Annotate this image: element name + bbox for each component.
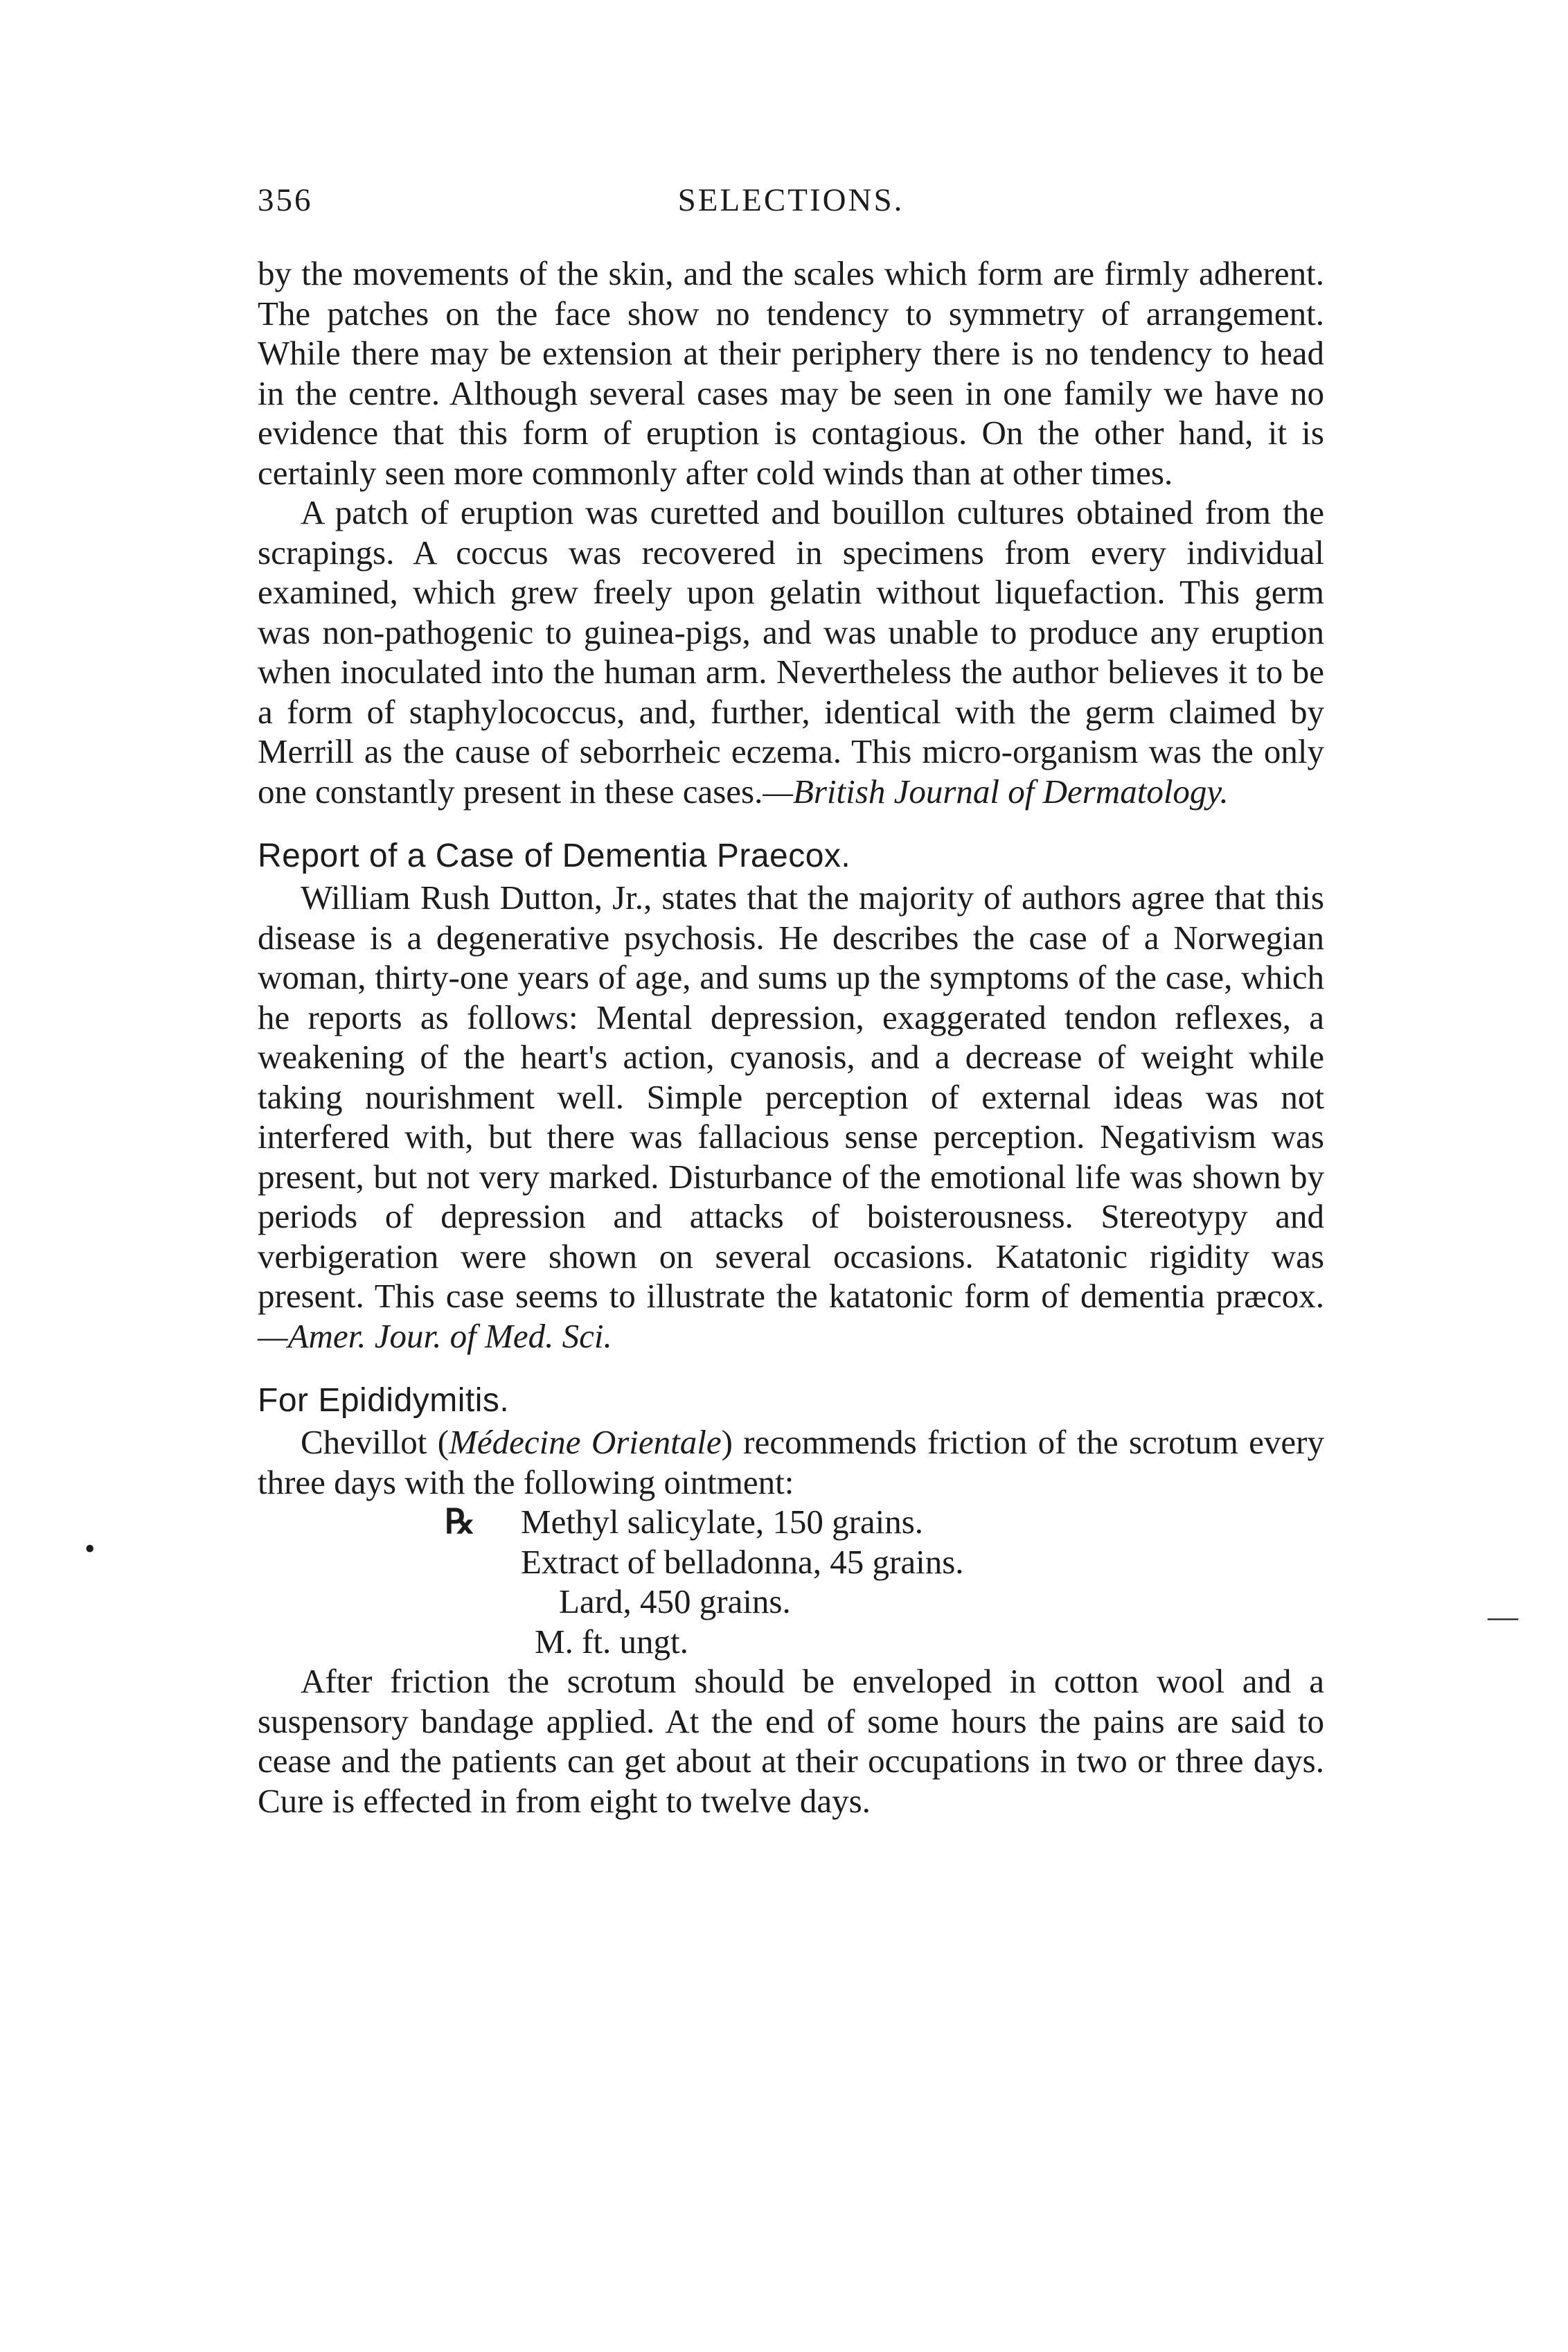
cultures-paragraph (258, 493, 1324, 811)
running-header (258, 182, 1324, 223)
page-body (258, 254, 1324, 1821)
closing-paragraph: After friction the scrotum should be enveloped in cotton wool and a suspensory bandage applied. At the end of some hours the pains are said to cease and the patients can get about at their occupations in two or three days. Cure is effected in from eight to twelve days. (258, 1662, 1324, 1820)
ingredient-methyl-salicylate: Methyl salicylate, 150 grains. (521, 1503, 924, 1541)
ingredient-belladonna: Extract of belladonna, 45 grains. (521, 1542, 964, 1581)
section-heading-dementia: Report of a Case of Dementia Praecox. (258, 838, 851, 874)
prescription-direction: M. ft. ungt. (535, 1622, 688, 1661)
source-citation: —Amer. Jour. of Med. Sci. (258, 1316, 612, 1355)
dementia-paragraph (258, 878, 1324, 1356)
source-citation: —British Journal of Dermatology. (763, 772, 1229, 811)
intro-text-continued: ) recommends friction of the scrotum every three days with the following ointment: (258, 1423, 1324, 1501)
epididymitis-intro (258, 1422, 1324, 1502)
ingredient-lard: Lard, 450 grains. (559, 1582, 791, 1620)
running-title: SELECTIONS. (677, 182, 905, 218)
dementia-paragraph-text: William Rush Dutton, Jr., states that the majority of authors agree that this disease is a degenerative psychosis. He describes the case of a Norwegian woman, thirty-one years of age, and sums up the symptoms of the case, which he reports as follows: Mental depression, exaggerated tendon reflexes, a weakening of the heart's action, cyanosis, and a decrease of weight while taking nourishment well. Simple perception of external ideas was not interfered with, but there was fallacious sense perception. Negativism was present, but not very marked. Disturbance of the emotional life was shown by periods of depression and attacks of boisterousness. Stereotypy and verbigeration were shown on several occasions. Katatonic rigidity was present. This case seems to illustrate the katatonic form of dementia præcox. (258, 878, 1324, 1315)
prescription (445, 1502, 1324, 1661)
prescription-line (445, 1502, 1324, 1542)
recipe-symbol: ℞ (445, 1503, 475, 1541)
journal-name: Médecine Orientale (449, 1423, 722, 1461)
section-heading-epididymitis: For Epididymitis. (258, 1382, 510, 1419)
margin-dash: — (1488, 1600, 1518, 1634)
continued-paragraph: by the movements of the skin, and the scales which form are firmly adherent. The patches on the face show no tendency to symmetry of arrangement. While there may be extension at their periphery there is no tendency to head in the centre. Although several cases may be seen in one family we have no evidence that this form of eruption is contagious. On the other hand, it is certainly seen more commonly after cold winds than at other times. (258, 254, 1324, 492)
intro-text: Chevillot ( (301, 1423, 449, 1461)
margin-dot: • (84, 1532, 96, 1566)
page-number: 356 (258, 182, 313, 218)
cultures-paragraph-text: A patch of eruption was curetted and bouillon cultures obtained from the scrapings. A coccus was recovered in specimens from every individual examined, which grew freely upon gelatin without liquefaction. This germ was non-pathogenic to guinea-pigs, and was unable to produce any eruption when inoculated into the human arm. Nevertheless the author believes it to be a form of staphylococcus, and, further, identical with the germ claimed by Merrill as the cause of seborrheic eczema. This micro-organism was the only one constantly present in these cases. (258, 493, 1324, 811)
